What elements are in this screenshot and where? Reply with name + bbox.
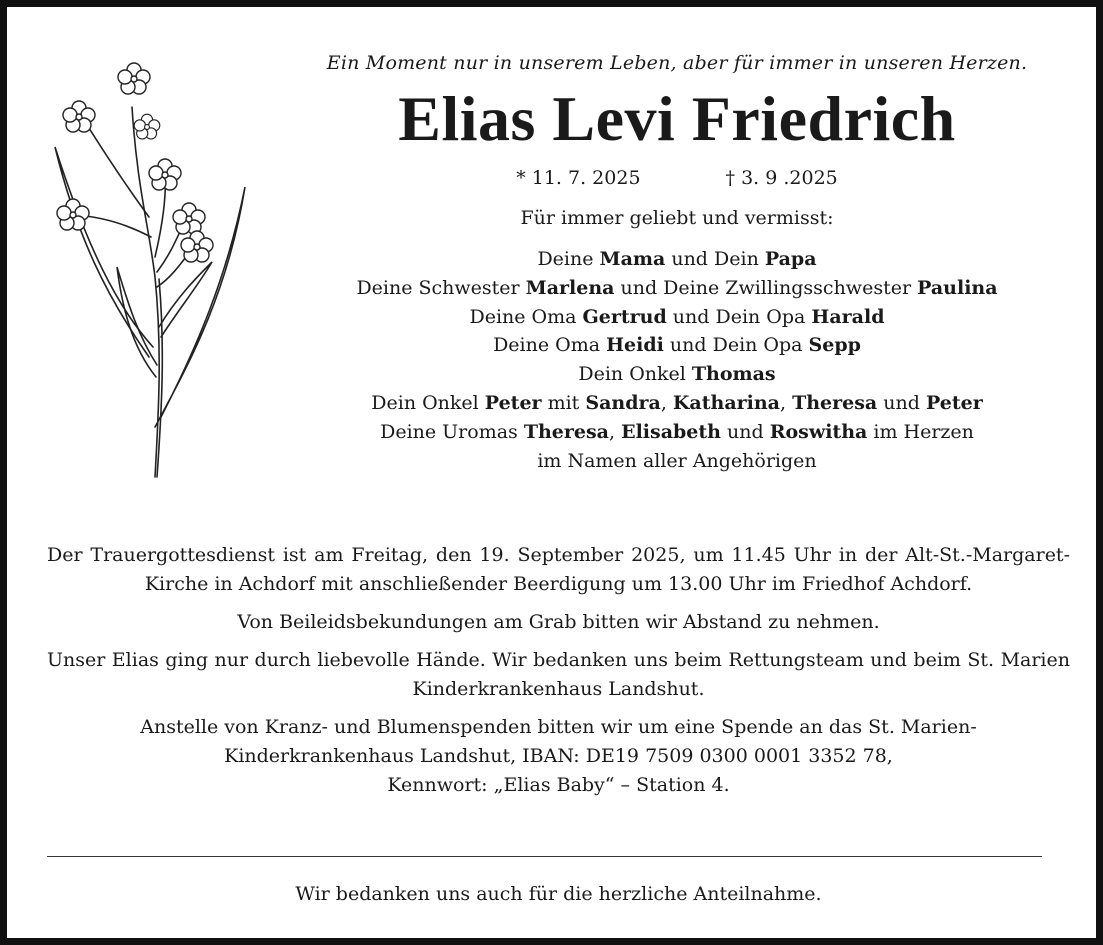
mourner-line <box>277 303 1077 332</box>
donation-line-3: Kennwort: „Elias Baby“ – Station 4. <box>387 774 730 796</box>
mourner-line <box>277 360 1077 389</box>
mourner-text: Deine Uromas <box>380 420 524 443</box>
mourner-text: Deine Schwester <box>356 276 526 299</box>
mourner-text: , <box>780 391 793 414</box>
mourner-name: Thomas <box>691 363 776 386</box>
mourners-list <box>277 245 1077 475</box>
mourner-text: Deine <box>537 248 600 270</box>
gratitude-note: Unser Elias ging nur durch liebevolle Hände. Wir bedanken uns beim Rettungsteam und beim St. Marien Kinderkrankenhaus Landshut. <box>47 649 1070 700</box>
donation-line-1: Anstelle von Kranz- und Blumenspenden bitten wir um eine Spende an das St. Marien- <box>140 716 977 738</box>
mourner-text: Deine Oma <box>469 305 583 328</box>
mourner-name: Theresa <box>523 420 609 443</box>
mourner-name: Mama <box>599 248 666 270</box>
mourner-text: im Herzen <box>867 420 974 443</box>
mourner-name: Sepp <box>808 334 861 357</box>
mourner-text: im Namen aller Angehörigen <box>537 449 817 472</box>
mourner-line <box>277 245 1077 274</box>
mourner-text: und Dein Opa <box>663 334 809 357</box>
mourner-text: und Dein Opa <box>666 305 812 328</box>
mourner-line <box>277 418 1077 447</box>
mourner-text: und Dein <box>665 248 765 270</box>
mourner-line <box>277 274 1077 303</box>
mourner-text: und <box>877 391 926 414</box>
mourner-line <box>277 389 1077 418</box>
mourner-line <box>277 331 1077 360</box>
mourner-line <box>277 447 1077 476</box>
mourner-name: Theresa <box>792 391 878 414</box>
mourner-name: Elisabeth <box>621 420 721 443</box>
mourner-text: , <box>609 420 622 443</box>
mourner-name: Peter <box>925 391 983 414</box>
mourner-name: Peter <box>484 391 542 414</box>
service-details <box>47 541 1070 809</box>
motto: Ein Moment nur in unserem Leben, aber für immer in unseren Herzen. <box>326 52 1028 74</box>
closing-thanks: Wir bedanken uns auch für die herzliche Anteilnahme. <box>295 883 822 905</box>
mourner-text: Dein Onkel <box>371 391 485 414</box>
mourner-name: Paulina <box>917 276 998 299</box>
mourner-text: und <box>720 420 770 443</box>
obituary-header <box>277 47 1077 475</box>
death-date: † 3. 9 .2025 <box>725 167 838 189</box>
mourner-name: Marlena <box>525 276 615 299</box>
mourner-name: Roswitha <box>769 420 868 443</box>
donation-note <box>47 713 1070 800</box>
mourner-name: Katharina <box>672 391 780 414</box>
mourner-name: Heidi <box>606 334 664 357</box>
mourner-name: Gertrud <box>582 305 667 328</box>
deceased-name: Elias Levi Friedrich <box>398 83 956 154</box>
birth-date: * 11. 7. 2025 <box>516 167 641 189</box>
mourner-text: Dein Onkel <box>578 363 692 386</box>
condolence-note: Von Beileidsbekundungen am Grab bitten wir Abstand zu nehmen. <box>237 611 880 633</box>
mourner-name: Papa <box>764 248 817 270</box>
funeral-info: Der Trauergottesdienst ist am Freitag, den 19. September 2025, um 11.45 Uhr in der Alt-St.-Margaret-Kirche in Achdorf mit anschließender Beerdigung um 13.00 Uhr im Friedhof Achdorf. <box>47 544 1070 595</box>
mourner-text: Deine Oma <box>493 334 607 357</box>
divider <box>47 856 1042 857</box>
mourner-text: mit <box>541 391 586 414</box>
forget-me-not-illustration <box>37 47 257 487</box>
donation-line-2: Kinderkrankenhaus Landshut, IBAN: DE19 7509 0300 0001 3352 78, <box>224 745 893 767</box>
mourner-name: Harald <box>811 305 885 328</box>
mourner-text: , <box>660 391 673 414</box>
life-dates <box>277 163 1077 193</box>
loved-line: Für immer geliebt und vermisst: <box>520 207 834 229</box>
mourner-name: Sandra <box>585 391 661 414</box>
mourner-text: und Deine Zwillingsschwester <box>614 276 918 299</box>
